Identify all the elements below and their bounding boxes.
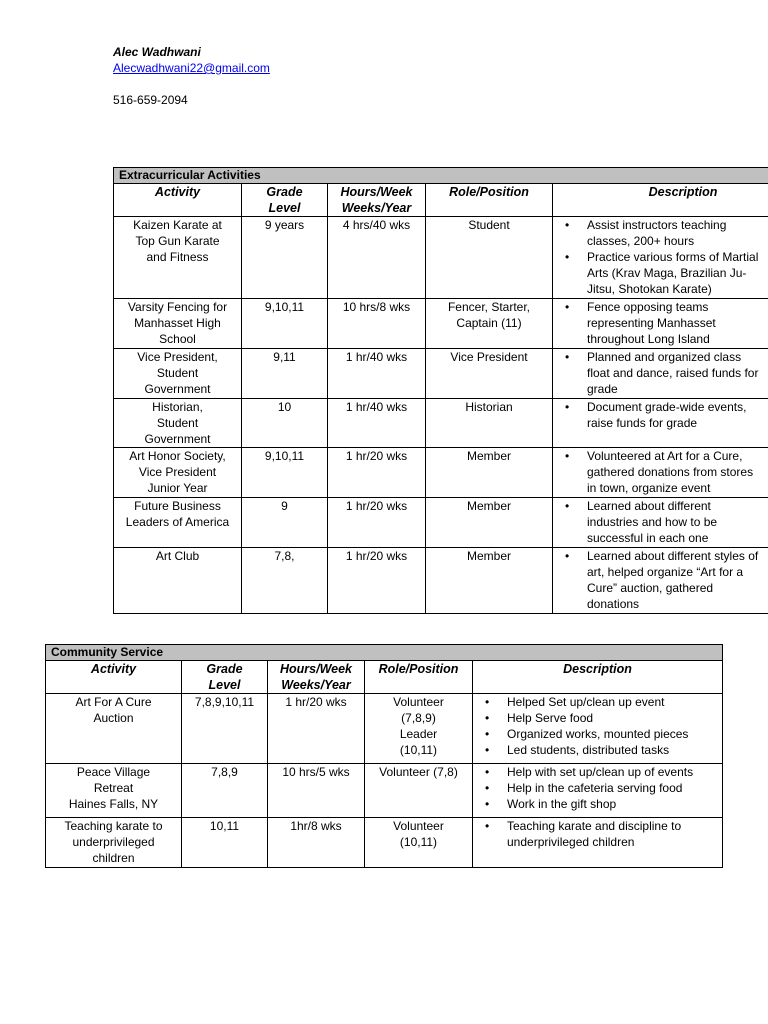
table-row: [114, 217, 768, 299]
column-header-activity: Activity: [46, 661, 182, 694]
cell-hours: 1 hr/40 wks: [328, 349, 426, 399]
cell-hours: 1 hr/20 wks: [268, 694, 365, 764]
section-title-row: [46, 645, 723, 661]
description-bullet: • Assist instructors teaching classes, 200+ hours: [565, 217, 768, 249]
table-row: [114, 448, 768, 498]
column-header-grade: Grade Level: [242, 184, 328, 217]
applicant-name: Alec Wadhwani: [113, 45, 201, 59]
phone-number: 516-659-2094: [113, 93, 188, 107]
cell-grade: 7,8,9: [182, 764, 268, 818]
cell-grade: 10: [242, 399, 328, 448]
cell-description: [473, 694, 723, 764]
cell-role: Member: [426, 498, 553, 548]
cell-description: [553, 299, 768, 349]
description-bullet: • Help in the cafeteria serving food: [485, 780, 720, 796]
column-header-grade: Grade Level: [182, 661, 268, 694]
cell-description: [553, 349, 768, 399]
cell-hours: 1hr/8 wks: [268, 818, 365, 868]
cell-role: Member: [426, 448, 553, 498]
description-bullet: • Work in the gift shop: [485, 796, 720, 812]
description-list: [565, 448, 768, 496]
cell-activity: Future Business Leaders of America: [114, 498, 242, 548]
description-list: [485, 694, 720, 758]
description-bullet: • Learned about different styles of art, helped organize “Art for a Cure” auction, gathered donations: [565, 548, 768, 612]
description-list: [565, 217, 768, 297]
cell-grade: 9 years: [242, 217, 328, 299]
description-bullet: • Helped Set up/clean up event: [485, 694, 720, 710]
cell-description: [473, 818, 723, 868]
cell-grade: 7,8,9,10,11: [182, 694, 268, 764]
description-bullet: • Learned about different industries and how to be successful in each one: [565, 498, 768, 546]
cell-hours: 1 hr/20 wks: [328, 498, 426, 548]
column-header-description: Description: [473, 661, 723, 694]
table-row: [114, 498, 768, 548]
cell-hours: 1 hr/20 wks: [328, 448, 426, 498]
cell-activity: Art Honor Society, Vice President Junior Year: [114, 448, 242, 498]
column-header-activity: Activity: [114, 184, 242, 217]
table-row: [114, 349, 768, 399]
cell-description: [473, 764, 723, 818]
description-list: [565, 498, 768, 546]
description-list: [565, 399, 768, 431]
cell-hours: 1 hr/20 wks: [328, 548, 426, 614]
column-header-hours: Hours/Week Weeks/Year: [328, 184, 426, 217]
cell-activity: Peace Village Retreat Haines Falls, NY: [46, 764, 182, 818]
column-header-role: Role/Position: [365, 661, 473, 694]
cell-description: [553, 448, 768, 498]
email-link[interactable]: Alecwadhwani22@gmail.com: [113, 61, 270, 75]
contact-header: [113, 44, 270, 108]
description-bullet: • Teaching karate and discipline to underprivileged children: [485, 818, 720, 850]
table-row: [46, 694, 723, 764]
column-header-row: [46, 661, 723, 694]
cell-activity: Varsity Fencing for Manhasset High School: [114, 299, 242, 349]
cell-activity: Teaching karate to underprivileged children: [46, 818, 182, 868]
cell-role: Fencer, Starter, Captain (11): [426, 299, 553, 349]
description-bullet: • Help Serve food: [485, 710, 720, 726]
cell-description: [553, 498, 768, 548]
description-bullet: • Organized works, mounted pieces: [485, 726, 720, 742]
column-header-description: Description: [553, 184, 768, 217]
cell-hours: 1 hr/40 wks: [328, 399, 426, 448]
extracurricular-table: [113, 167, 768, 614]
section-title: Community Service: [46, 645, 723, 661]
description-list: [485, 764, 720, 812]
cell-role: Vice President: [426, 349, 553, 399]
cell-grade: 10,11: [182, 818, 268, 868]
description-bullet: • Practice various forms of Martial Arts (Krav Maga, Brazilian Ju- Jitsu, Shotokan Karate): [565, 249, 768, 297]
description-bullet: • Fence opposing teams representing Manhasset throughout Long Island: [565, 299, 768, 347]
description-list: [565, 349, 768, 397]
cell-description: [553, 399, 768, 448]
cell-hours: 10 hrs/8 wks: [328, 299, 426, 349]
cell-description: [553, 217, 768, 299]
column-header-role: Role/Position: [426, 184, 553, 217]
community-service-section: [45, 644, 723, 868]
table-row: [114, 548, 768, 614]
community-service-table: [45, 644, 723, 868]
description-bullet: • Document grade-wide events, raise funds for grade: [565, 399, 768, 431]
cell-role: Volunteer (7,8): [365, 764, 473, 818]
cell-activity: Art Club: [114, 548, 242, 614]
column-header-hours: Hours/Week Weeks/Year: [268, 661, 365, 694]
cell-grade: 7,8,: [242, 548, 328, 614]
cell-activity: Art For A Cure Auction: [46, 694, 182, 764]
cell-role: Historian: [426, 399, 553, 448]
table-row: [114, 399, 768, 448]
description-bullet: • Help with set up/clean up of events: [485, 764, 720, 780]
cell-description: [553, 548, 768, 614]
cell-hours: 4 hrs/40 wks: [328, 217, 426, 299]
description-list: [565, 299, 768, 347]
cell-role: Volunteer (7,8,9) Leader (10,11): [365, 694, 473, 764]
description-list: [485, 818, 720, 850]
cell-role: Student: [426, 217, 553, 299]
section-title: Extracurricular Activities: [114, 168, 768, 184]
cell-grade: 9,11: [242, 349, 328, 399]
cell-activity: Historian, Student Government: [114, 399, 242, 448]
cell-role: Member: [426, 548, 553, 614]
table-row: [46, 764, 723, 818]
cell-activity: Kaizen Karate at Top Gun Karate and Fitness: [114, 217, 242, 299]
table-row: [46, 818, 723, 868]
extracurricular-section: [113, 167, 768, 614]
description-bullet: • Planned and organized class float and dance, raised funds for grade: [565, 349, 768, 397]
description-bullet: • Volunteered at Art for a Cure, gathered donations from stores in town, organize event: [565, 448, 768, 496]
description-bullet: • Led students, distributed tasks: [485, 742, 720, 758]
cell-role: Volunteer (10,11): [365, 818, 473, 868]
cell-grade: 9,10,11: [242, 448, 328, 498]
cell-hours: 10 hrs/5 wks: [268, 764, 365, 818]
cell-grade: 9,10,11: [242, 299, 328, 349]
section-title-row: [114, 168, 768, 184]
column-header-row: [114, 184, 768, 217]
cell-activity: Vice President, Student Government: [114, 349, 242, 399]
description-list: [565, 548, 768, 612]
cell-grade: 9: [242, 498, 328, 548]
table-row: [114, 299, 768, 349]
